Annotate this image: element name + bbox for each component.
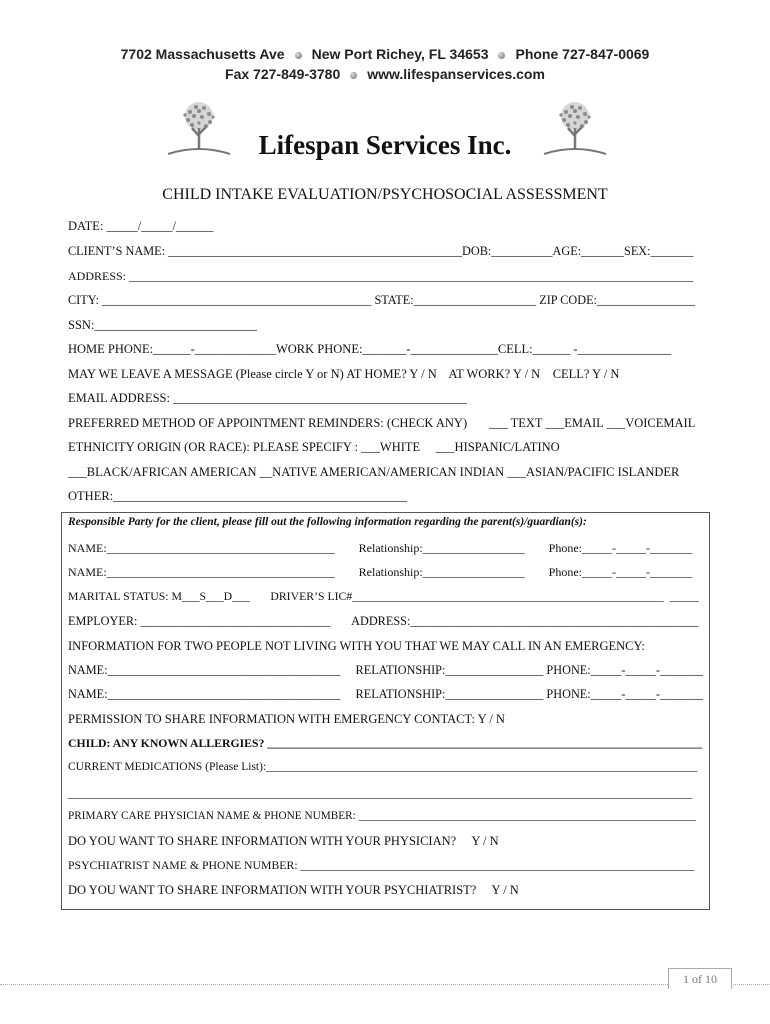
share-physician-question[interactable]: DO YOU WANT TO SHARE INFORMATION WITH YOUR PHYSICIAN? Y / N [68,834,499,848]
employer-field[interactable]: EMPLOYER: _______________________________ ADDRESS:_______________________________________________ [68,614,699,628]
company-name: Lifespan Services Inc. [258,130,512,160]
allergies-field[interactable]: CHILD: ANY KNOWN ALLERGIES? __________________________________________________________________________ [68,737,703,750]
date-field[interactable]: DATE: _____/_____/______ [68,219,214,233]
emergency-contacts-heading: INFORMATION FOR TWO PEOPLE NOT LIVING WITH YOU THAT WE MAY CALL IN AN EMERGENCY: [68,639,645,653]
address-field[interactable]: ADDRESS: ______________________________________________________________________________________________ [68,269,694,283]
page-number: 1 of 10 [668,968,732,989]
header-line-2 [0,66,770,82]
bullet-icon [498,52,505,59]
responsible-party-intro: Responsible Party for the client, please fill out the following information regarding the parent(s)/guardian(s): [68,516,587,528]
emergency-contact-1-field[interactable]: NAME:______________________________________ RELATIONSHIP:________________ PHONE:_____-_____-_______ [68,663,703,677]
bullet-icon [350,72,357,79]
form-title: CHILD INTAKE EVALUATION/PSYCHOSOCIAL ASSESSMENT [162,186,608,203]
psychiatrist-field[interactable]: PSYCHIATRIST NAME & PHONE NUMBER: ___________________________________________________________________ [68,859,695,872]
footer-rule [0,984,668,985]
bullet-icon [295,52,302,59]
share-psychiatrist-question[interactable]: DO YOU WANT TO SHARE INFORMATION WITH YOUR PSYCHIATRIST? Y / N [68,883,519,897]
leave-message-question[interactable]: MAY WE LEAVE A MESSAGE (Please circle Y or N) AT HOME? Y / N AT WORK? Y / N CELL? Y / N [68,367,620,381]
header-phone: Phone 727-847-0069 [515,46,650,62]
medications-field[interactable]: CURRENT MEDICATIONS (Please List):___________________________________________________________________________ [68,761,698,773]
other-field[interactable]: OTHER:_______________________________________________ [68,489,407,503]
ethnicity-options[interactable]: ___BLACK/AFRICAN AMERICAN __NATIVE AMERICAN/AMERICAN INDIAN ___ASIAN/PACIFIC ISLANDER [68,465,680,479]
ethnicity-field[interactable]: ETHNICITY ORIGIN (OR RACE): PLEASE SPECIFY : ___WHITE ___HISPANIC/LATINO [68,440,560,454]
header-city: New Port Richey, FL 34653 [311,46,489,62]
emergency-contact-2-field[interactable]: NAME:______________________________________ RELATIONSHIP:________________ PHONE:_____-_____-_______ [68,687,703,701]
physician-field[interactable]: PRIMARY CARE PHYSICIAN NAME & PHONE NUMBER: ____________________________________________________________ [68,810,697,822]
guardian-2-field[interactable]: NAME:______________________________________ Relationship:_________________ Phone:_____-_____-_______ [68,565,692,579]
share-permission-question[interactable]: PERMISSION TO SHARE INFORMATION WITH EMERGENCY CONTACT: Y / N [68,712,505,726]
client-name-field[interactable]: CLIENT’S NAME: ________________________________________________DOB:__________AGE:_______SEX:_______ [68,244,694,258]
footer-rule [731,984,770,985]
phone-fields[interactable]: HOME PHONE:______-_____________WORK PHONE:_______-______________CELL:______ -_______________ [68,342,672,356]
ssn-field[interactable]: SSN:__________________________ [68,318,257,332]
header-website: www.lifespanservices.com [367,66,545,82]
marital-status-field[interactable]: MARITAL STATUS: M___S___D___ DRIVER’S LIC#_____________________________________________________ _____ [68,590,699,603]
header-fax: Fax 727-849-3780 [225,66,341,82]
guardian-1-field[interactable]: NAME:______________________________________ Relationship:_________________ Phone:_____-_____-_______ [68,541,692,555]
reminder-method-field[interactable]: PREFERRED METHOD OF APPOINTMENT REMINDERS: (CHECK ANY) ___ TEXT ___EMAIL ___VOICEMAIL [68,416,696,430]
email-field[interactable]: EMAIL ADDRESS: _______________________________________________ [68,391,467,405]
city-state-zip-field[interactable]: CITY: ____________________________________________ STATE:____________________ ZIP CODE:________________ [68,293,695,307]
medications-continuation-line[interactable]: ________________________________________________________________________________________________________ [68,786,692,800]
header-address: 7702 Massachusetts Ave [120,46,285,62]
header-line-1 [0,46,770,62]
